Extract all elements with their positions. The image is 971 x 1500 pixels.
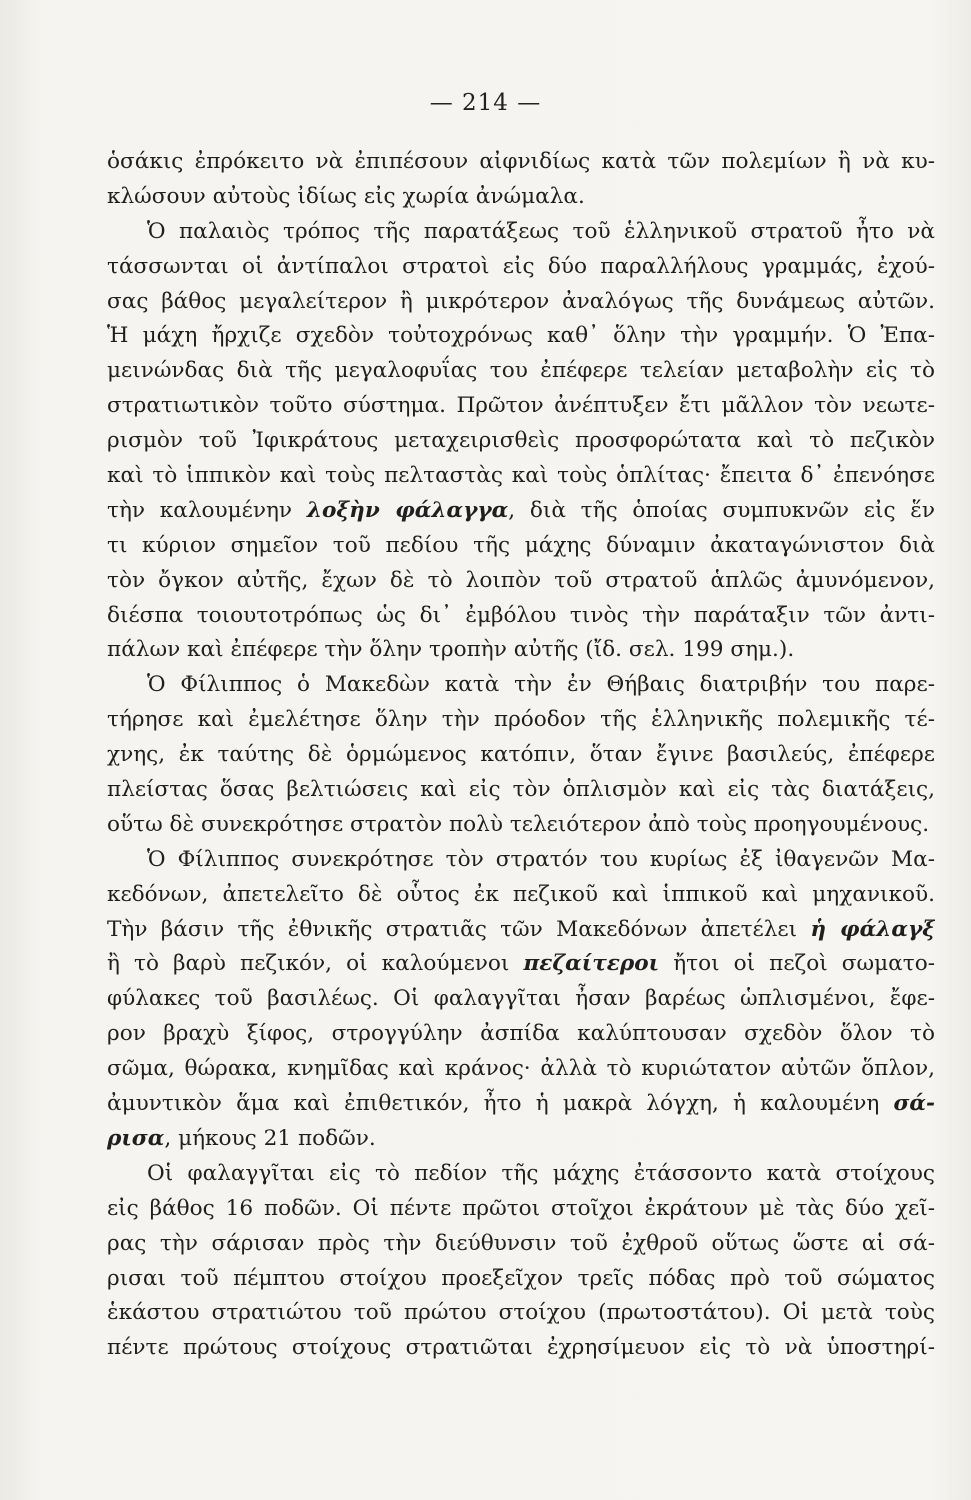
- line-text: χνης, ἐκ ταύτης δὲ ὁρμώμενος κατόπιν, ὅταν ἔγινε βασιλεύς, ἐπέφερε: [107, 742, 935, 768]
- text-line: [107, 494, 935, 529]
- line-text: φύλακες τοῦ βασιλέως. Οἱ φαλαγγῖται ἦσαν βαρέως ὡπλισμένοι, ἔφε-: [107, 986, 935, 1012]
- text-line: [107, 529, 935, 564]
- line-text: ὁσάκις ἐπρόκειτο νὰ ἐπιπέσουν αἰφνιδίως κατὰ τῶν πολεμίων ἢ νὰ κυ-: [107, 149, 935, 174]
- line-text: τάσσωνται οἱ ἀντίπαλοι στρατοὶ εἰς δύο παραλλήλους γραμμάς, ἐχού-: [107, 253, 935, 279]
- line-text: ἤτοι οἱ πεζοὶ σωματο-: [659, 951, 935, 977]
- line-text: σῶμα, θώρακα, κνημῖδας καὶ κράνος· ἀλλὰ τὸ κυριώτατον αὐτῶν ὅπλον,: [107, 1056, 935, 1082]
- line-text: τήρησε καὶ ἐμελέτησε ὅλην τὴν πρόοδον τῆς ἑλληνικῆς πολεμικῆς τέ-: [107, 707, 935, 733]
- line-text: σας βάθος μεγαλείτερον ἢ μικρότερον ἀναλόγως τῆς δυνάμεως αὐτῶν.: [107, 288, 935, 314]
- text-line: [107, 773, 935, 808]
- text-line: [107, 1017, 935, 1052]
- line-text: μεινώνδας διὰ τῆς μεγαλοφυΐας του ἐπέφερε τελείαν μεταβολὴν εἰς τὸ: [107, 358, 935, 384]
- emphasized-term: πεζαίτεροι: [523, 951, 660, 977]
- text-line: [107, 319, 935, 354]
- line-text: Ὁ Φίλιππος ὁ Μακεδὼν κατὰ τὴν ἐν Θήβαις διατριβήν του παρε-: [147, 672, 935, 698]
- line-text: καὶ τὸ ἱππικὸν καὶ τοὺς πελταστὰς καὶ τοὺς ὁπλίτας· ἔπειτα δ᾽ ἐπενόησε: [107, 463, 935, 489]
- line-text: πάλων καὶ ἐπέφερε τὴν ὅλην τροπὴν αὐτῆς (ἴδ. σελ. 199 σημ.).: [107, 637, 795, 663]
- line-text: διέσπα τοιουτοτρόπως ὡς δι᾽ ἐμβόλου τινὸς τὴν παράταξιν τῶν ἀντι-: [107, 602, 935, 628]
- text-line: [107, 1331, 935, 1366]
- text-line: [107, 878, 935, 913]
- text-line: [107, 459, 935, 494]
- text-line: [107, 250, 935, 285]
- line-text: Ἡ μάχη ἤρχιζε σχεδὸν τοὐτοχρόνως καθ᾽ ὅλην τὴν γραμμήν. Ὁ Ἐπα-: [107, 323, 935, 349]
- text-line: [107, 633, 935, 668]
- line-text: πλείστας ὅσας βελτιώσεις καὶ εἰς τὸν ὁπλισμὸν καὶ εἰς τὰς διατάξεις,: [107, 777, 935, 803]
- line-text: ἑκάστου στρατιώτου τοῦ πρώτου στοίχου (πρωτοστάτου). Οἱ μετὰ τοὺς: [107, 1300, 935, 1326]
- text-line: [107, 599, 935, 634]
- line-text: , μήκους 21 ποδῶν.: [164, 1125, 376, 1151]
- text-line: [107, 1052, 935, 1087]
- text-line: [107, 808, 935, 843]
- emphasized-term: ἡ φάλαγξ: [810, 916, 935, 942]
- text-line: [107, 1087, 935, 1122]
- line-text: Ὁ παλαιὸς τρόπος τῆς παρατάξεως τοῦ ἑλληνικοῦ στρατοῦ ἦτο νὰ: [147, 218, 935, 244]
- page-number: — 214 —: [429, 90, 542, 116]
- line-text: Τὴν βάσιν τῆς ἐθνικῆς στρατιᾶς τῶν Μακεδόνων ἀπετέλει: [107, 916, 811, 942]
- line-text: , διὰ τῆς ὁποίας συμπυκνῶν εἰς ἕν: [508, 497, 935, 523]
- text-line: [107, 1227, 935, 1262]
- line-text: τὴν καλουμένην: [107, 497, 307, 523]
- text-line: [107, 1262, 935, 1297]
- text-line: [107, 145, 935, 180]
- text-line: [107, 947, 935, 982]
- line-text: ρισαι τοῦ πέμπτου στοίχου προεξεῖχον τρεῖς πόδας πρὸ τοῦ σώματος: [107, 1265, 935, 1291]
- line-text: Οἱ φαλαγγῖται εἰς τὸ πεδίον τῆς μάχης ἐτάσσοντο κατὰ στοίχους: [147, 1160, 935, 1186]
- text-line: [107, 668, 935, 703]
- text-line: [107, 285, 935, 320]
- text-line: [107, 180, 935, 215]
- text-line: [107, 564, 935, 599]
- line-text: εἰς βάθος 16 ποδῶν. Οἱ πέντε πρῶτοι στοῖχοι ἐκράτουν μὲ τὰς δύο χεῖ-: [107, 1195, 935, 1221]
- text-line: [107, 1296, 935, 1331]
- text-line: [107, 738, 935, 773]
- emphasized-term: ρισα: [107, 1125, 165, 1151]
- text-line: [107, 354, 935, 389]
- line-text: ἢ τὸ βαρὺ πεζικόν, οἱ καλούμενοι: [107, 951, 524, 977]
- line-text: ρον βραχὺ ξίφος, στρογγύλην ἀσπίδα καλύπτουσαν σχεδὸν ὅλον τὸ: [107, 1021, 935, 1047]
- text-line: [107, 1122, 935, 1157]
- text-line: [107, 982, 935, 1017]
- emphasized-term: λοξὴν φάλαγγα: [306, 497, 509, 523]
- text-line: [107, 1192, 935, 1227]
- text-line: [107, 843, 935, 878]
- text-line: [107, 424, 935, 459]
- body-text: [107, 145, 935, 1366]
- line-text: πέντε πρώτους στοίχους στρατιῶται ἐχρησίμευον εἰς τὸ νὰ ὑποστηρί-: [107, 1335, 935, 1361]
- line-text: ρισμὸν τοῦ Ἰφικράτους μεταχειρισθεὶς προσφορώτατα καὶ τὸ πεζικὸν: [107, 428, 935, 454]
- text-line: [107, 389, 935, 424]
- text-line: [107, 215, 935, 250]
- text-line: [107, 913, 935, 948]
- line-text: στρατιωτικὸν τοῦτο σύστημα. Πρῶτον ἀνέπτυξεν ἔτι μᾶλλον τὸν νεωτε-: [107, 393, 935, 419]
- text-line: [107, 1157, 935, 1192]
- emphasized-term: σά-: [893, 1091, 935, 1117]
- line-text: κλώσουν αὐτοὺς ἰδίως εἰς χωρία ἀνώμαλα.: [107, 183, 585, 209]
- line-text: τι κύριον σημεῖον τοῦ πεδίου τῆς μάχης δύναμιν ἀκαταγώνιστον διὰ: [107, 532, 935, 558]
- line-text: οὕτω δὲ συνεκρότησε στρατὸν πολὺ τελειότερον ἀπὸ τοὺς προηγουμένους.: [107, 811, 930, 837]
- text-line: [107, 703, 935, 738]
- line-text: τὸν ὄγκον αὐτῆς, ἔχων δὲ τὸ λοιπὸν τοῦ στρατοῦ ἁπλῶς ἀμυνόμενον,: [107, 567, 935, 593]
- line-text: κεδόνων, ἀπετελεῖτο δὲ οὗτος ἐκ πεζικοῦ καὶ ἱππικοῦ καὶ μηχανικοῦ.: [107, 881, 935, 907]
- line-text: Ὁ Φίλιππος συνεκρότησε τὸν στρατόν του κυρίως ἐξ ἰθαγενῶν Μα-: [147, 846, 935, 872]
- line-text: ἀμυντικὸν ἅμα καὶ ἐπιθετικόν, ἦτο ἡ μακρὰ λόγχη, ἡ καλουμένη: [107, 1091, 894, 1117]
- line-text: ρας τὴν σάρισαν πρὸς τὴν διεύθυνσιν τοῦ ἐχθροῦ οὕτως ὥστε αἱ σά-: [107, 1230, 935, 1256]
